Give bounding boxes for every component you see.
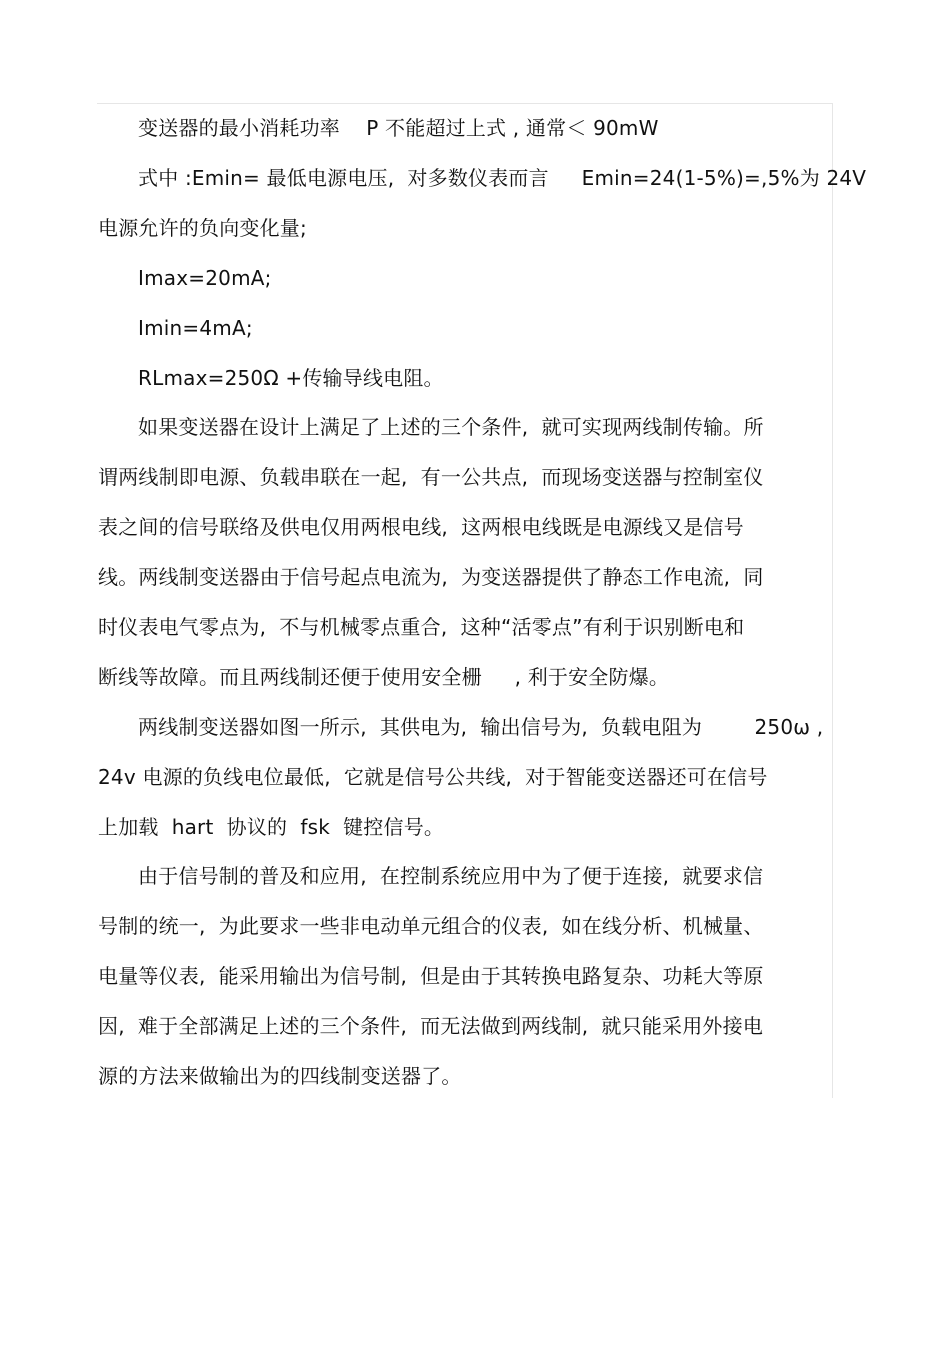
text-line: 式中 :Emin= 最低电源电压, 对多数仪表而言 Emin=24(1-5%)=,5%为 24V — [138, 166, 867, 190]
page-border-right — [832, 103, 833, 1098]
text-line: 由于信号制的普及和应用, 在控制系统应用中为了便于连接, 就要求信 — [138, 864, 764, 888]
text-line: 时仪表电气零点为, 不与机械零点重合, 这种“活零点”有利于识别断电和 — [98, 615, 745, 639]
text-line: 因, 难于全部满足上述的三个条件, 而无法做到两线制, 就只能采用外接电 — [98, 1014, 764, 1038]
text-line: 如果变送器在设计上满足了上述的三个条件, 就可实现两线制传输。所 — [138, 415, 764, 439]
text-line: 表之间的信号联络及供电仅用两根电线, 这两根电线既是电源线又是信号 — [98, 515, 744, 539]
text-line: 上加载 hart 协议的 fsk 键控信号。 — [98, 815, 445, 839]
text-line: 电量等仪表, 能采用输出为信号制, 但是由于其转换电路复杂、功耗大等原 — [98, 964, 764, 988]
page-border-top — [97, 103, 833, 104]
text-line: Imin=4mA; — [138, 316, 253, 340]
text-line: 24v 电源的负线电位最低, 它就是信号公共线, 对于智能变送器还可在信号 — [98, 765, 768, 789]
text-line: 断线等故障。而且两线制还便于使用安全栅 , 利于安全防爆。 — [98, 665, 670, 689]
text-line: Imax=20mA; — [138, 266, 272, 290]
text-line: 变送器的最小消耗功率 P 不能超过上式 , 通常＜ 90mW — [138, 116, 659, 140]
text-line: RLmax=250Ω +传输导线电阻。 — [138, 366, 444, 390]
text-line: 谓两线制即电源、负载串联在一起, 有一公共点, 而现场变送器与控制室仪 — [98, 465, 764, 489]
text-line: 电源允许的负向变化量; — [98, 216, 307, 240]
text-line: 线。两线制变送器由于信号起点电流为, 为变送器提供了静态工作电流, 同 — [98, 565, 764, 589]
text-line: 号制的统一, 为此要求一些非电动单元组合的仪表, 如在线分析、机械量、 — [98, 914, 764, 938]
text-line: 两线制变送器如图一所示, 其供电为, 输出信号为, 负载电阻为 250ω , — [138, 715, 824, 739]
text-line: 源的方法来做输出为的四线制变送器了。 — [98, 1064, 462, 1088]
